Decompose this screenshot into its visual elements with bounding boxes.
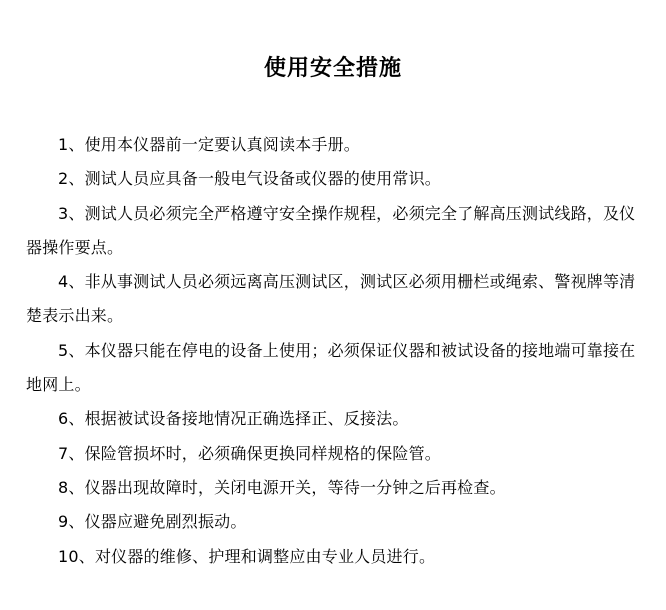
- list-item: 7、保险管损坏时，必须确保更换同样规格的保险管。: [58, 443, 441, 463]
- list-item: 5、本仪器只能在停电的设备上使用；必须保证仪器和被试设备的接地端可靠接在地网上。: [26, 340, 636, 395]
- list-item: 3、测试人员必须完全严格遵守安全操作规程，必须完全了解高压测试线路，及仪器操作要点。: [26, 203, 636, 257]
- list-item: 2、测试人员应具备一般电气设备或仪器的使用常识。: [58, 169, 441, 189]
- safety-measures-list: [26, 128, 640, 574]
- list-item: 9、仪器应避免剧烈振动。: [58, 512, 247, 532]
- list-item: 8、仪器出现故障时，关闭电源开关，等待一分钟之后再检查。: [58, 477, 506, 497]
- list-item: 6、根据被试设备接地情况正确选择正、反接法。: [58, 409, 409, 429]
- list-item: 10、对仪器的维修、护理和调整应由专业人员进行。: [58, 546, 436, 566]
- list-item: 1、使用本仪器前一定要认真阅读本手册。: [58, 135, 360, 154]
- list-item: 4、非从事测试人员必须远离高压测试区，测试区必须用栅栏或绳索、警视牌等清楚表示出来。: [26, 272, 636, 326]
- page-title: 使用安全措施: [263, 56, 402, 81]
